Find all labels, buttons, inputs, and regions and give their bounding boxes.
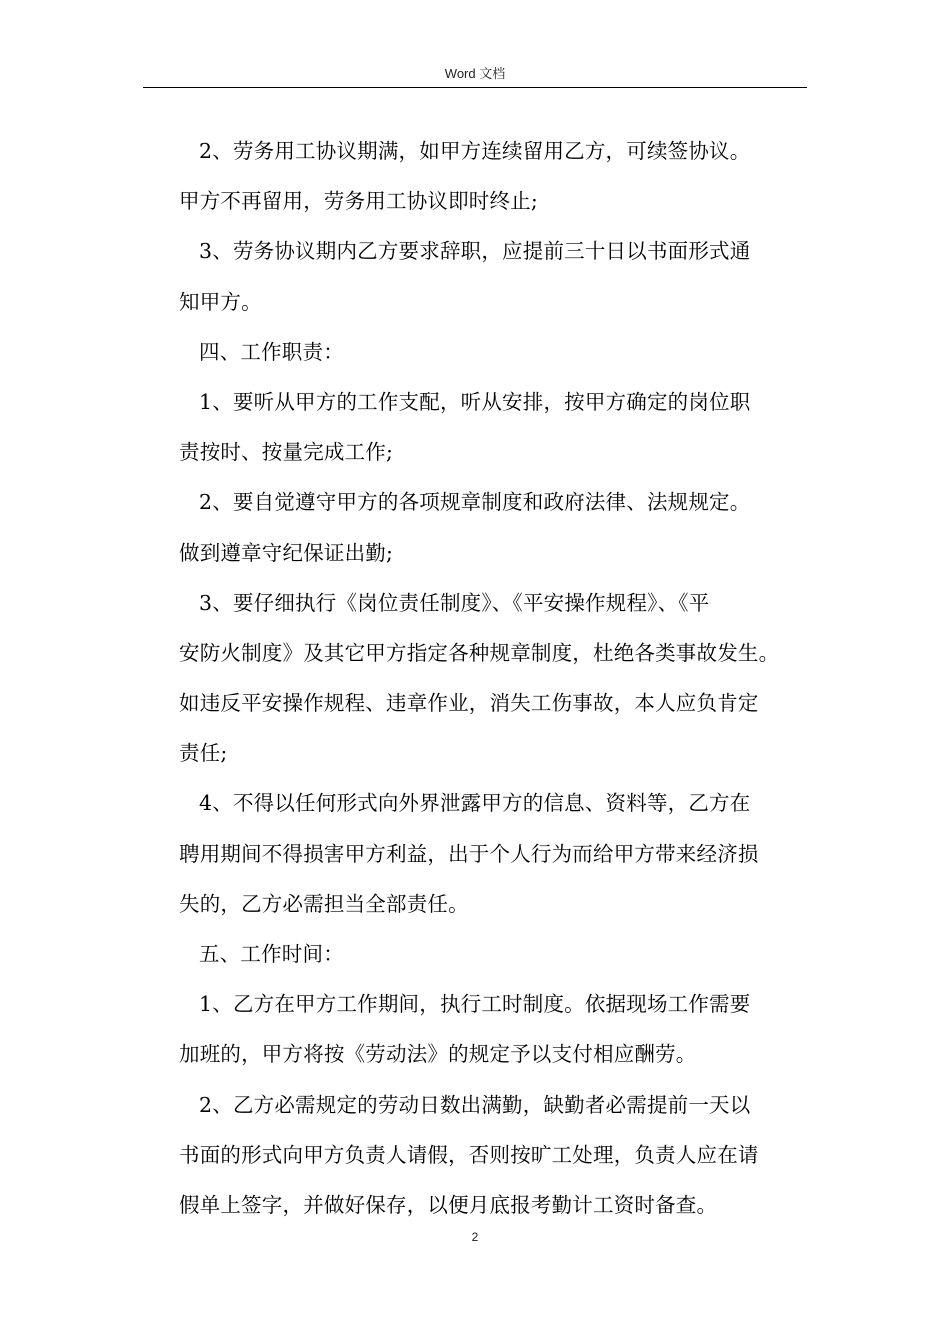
text-line: 3、要仔细执行《岗位责任制度》、《平安操作规程》、《平 (199, 590, 710, 615)
text-line: 2、乙方必需规定的劳动日数出满勤，缺勤者必需提前一天以 (199, 1092, 751, 1117)
text-line: 书面的形式向甲方负责人请假，否则按旷工处理，负责人应在请 (179, 1142, 759, 1167)
page-header: Word 文档 (444, 66, 506, 81)
text-line: 四、工作职责： (199, 339, 344, 364)
text-line: 五、工作时间： (199, 942, 344, 966)
text-line: 甲方不再留用，劳务用工协议即时终止; (179, 189, 539, 214)
text-line: 1、乙方在甲方工作期间，执行工时制度。依据现场工作需要 (199, 992, 751, 1017)
text-line: 失的，乙方必需担当全部责任。 (179, 891, 469, 916)
text-line: 责按时、按量完成工作; (179, 440, 394, 465)
text-line: 安防火制度》及其它甲方指定各种规章制度，杜绝各类事故发生。 (179, 640, 780, 665)
text-line: 聘用期间不得损害甲方利益，出于个人行为而给甲方带来经济损 (179, 841, 759, 866)
text-line: 做到遵章守纪保证出勤; (179, 540, 394, 565)
text-line: 知甲方。 (179, 289, 262, 314)
text-line: 4、不得以任何形式向外界泄露甲方的信息、资料等，乙方在 (199, 791, 751, 816)
header-divider (143, 87, 807, 88)
text-line: 1、要听从甲方的工作支配，听从安排，按甲方确定的岗位职 (199, 389, 751, 414)
text-line: 2、要自觉遵守甲方的各项规章制度和政府法律、法规规定。 (199, 490, 751, 515)
text-line: 如违反平安操作规程、违章作业，消失工伤事故，本人应负肯定 (179, 691, 759, 716)
document-body (179, 126, 815, 1230)
text-line: 责任; (179, 741, 228, 766)
text-line: 2、劳务用工协议期满，如甲方连续留用乙方，可续签协议。 (199, 139, 751, 163)
text-line: 假单上签字，并做好保存，以便月底报考勤计工资时备查。 (179, 1192, 718, 1217)
text-line: 加班的，甲方将按《劳动法》的规定予以支付相应酬劳。 (179, 1042, 697, 1067)
page-number: 2 (471, 1230, 479, 1244)
text-line: 3、劳务协议期内乙方要求辞职，应提前三十日以书面形式通 (199, 239, 751, 264)
